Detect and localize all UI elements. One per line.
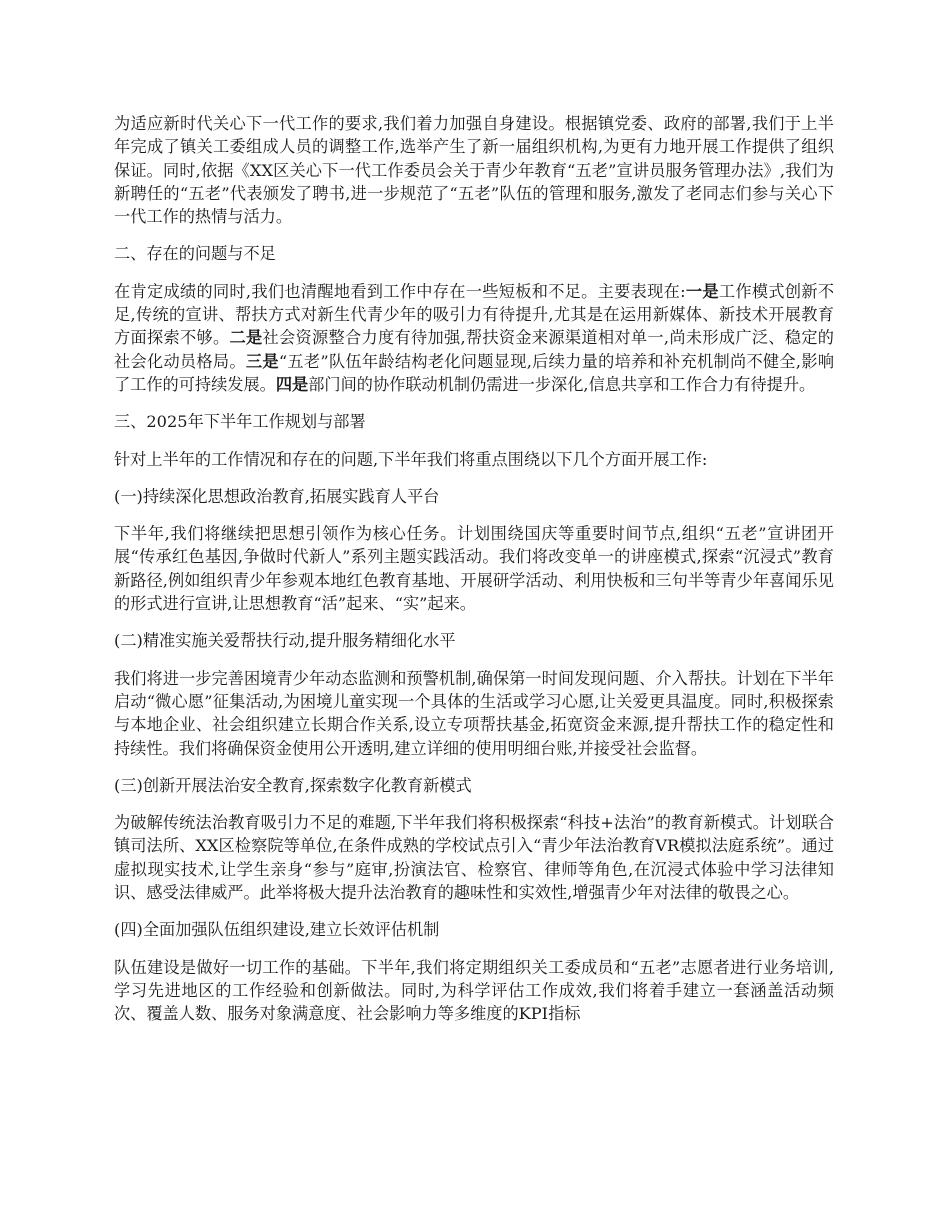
- section-3-intro: 针对上半年的工作情况和存在的问题,下半年我们将重点围绕以下几个方面开展工作:: [114, 449, 708, 469]
- item-4-text: 部门间的协作联动机制仍需进一步深化,信息共享和工作合力有待提升。: [308, 374, 816, 394]
- item-4-marker: 四是: [275, 374, 309, 394]
- subsection-1-body: 下半年,我们将继续把思想引领作为核心任务。计划围绕国庆等重要时间节点,组织“五老”宣讲团开展“传承红色基因,争做时代新人”系列主题实践活动。我们将改变单一的讲座模式,探索“沉浸式”教育新路径,例如组织青少年参观本地红色教育基地、开展研学活动、利用快板和三句半等青少年喜闻乐见的形式进行宣讲,让思想教育“活”起来、“实”起来。: [114, 524, 834, 614]
- subsection-4-title: (四)全面加强队伍组织建设,建立长效评估机制: [114, 920, 440, 940]
- subsection-2-title: (二)精准实施关爱帮扶行动,提升服务精细化水平: [114, 631, 456, 651]
- subsection-4-body: 队伍建设是做好一切工作的基础。下半年,我们将定期组织关工委成员和“五老”志愿者进行业务培训,学习先进地区的工作经验和创新做法。同时,为科学评估工作成效,我们将着手建立一套涵盖活动频次、覆盖人数、服务对象满意度、社会影响力等多维度的KPI指标: [114, 957, 834, 1024]
- section-2-heading: 二、存在的问题与不足: [114, 244, 276, 264]
- intro-paragraph: 为适应新时代关心下一代工作的要求,我们着力加强自身建设。根据镇党委、政府的部署,我们于上半年完成了镇关工委组成人员的调整工作,选举产生了新一届组织机构,为更有力地开展工作提供了组织保证。同时,依据《XX区关心下一代工作委员会关于青少年教育“五老”宣讲员服务管理办法》,我们为新聘任的“五老”代表颁发了聘书,进一步规范了“五老”队伍的管理和服务,激发了老同志们参与关心下一代工作的热情与活力。: [114, 114, 834, 227]
- item-2-text: 社会资源整合力度有待加强,帮扶资金来源渠道相对单一,尚未形成广泛、稳定的社会化动员格局。: [114, 328, 834, 371]
- item-1-marker: 一是: [685, 281, 719, 301]
- section-2-paragraph: [114, 280, 834, 396]
- item-1-text: 工作模式创新不足,传统的宣讲、帮扶方式对新生代青少年的吸引力有待提升,尤其是在运用新媒体、新技术开展教育方面探索不够。: [114, 281, 835, 348]
- subsection-3-body: 为破解传统法治教育吸引力不足的难题,下半年我们将积极探索“科技+法治”的教育新模式。计划联合镇司法所、XX区检察院等单位,在条件成熟的学校试点引入“青少年法治教育VR模拟法庭系统”。通过虚拟现实技术,让学生亲身“参与”庭审,扮演法官、检察官、律师等角色,在沉浸式体验中学习法律知识、感受法律威严。此举将极大提升法治教育的趣味性和实效性,增强青少年对法律的敬畏之心。: [114, 813, 834, 903]
- item-3-text: “五老”队伍年龄结构老化问题显现,后续力量的培养和补充机制尚不健全,影响了工作的可持续发展。: [114, 351, 835, 394]
- subsection-2-body: 我们将进一步完善困境青少年动态监测和预警机制,确保第一时间发现问题、介入帮扶。计划在下半年启动“微心愿”征集活动,为困境儿童实现一个具体的生活或学习心愿,让关爱更具温度。同时,积极探索与本地企业、社会组织建立长期合作关系,设立专项帮扶基金,拓宽资金来源,提升帮扶工作的稳定性和持续性。我们将确保资金使用公开透明,建立详细的使用明细台账,并接受社会监督。: [114, 668, 834, 758]
- item-3-marker: 三是: [245, 351, 279, 371]
- subsection-1-title: (一)持续深化思想政治教育,拓展实践育人平台: [114, 486, 440, 506]
- subsection-3-title: (三)创新开展法治安全教育,探索数字化教育新模式: [114, 775, 472, 795]
- document-body: [114, 112, 834, 1040]
- section-2-lead: 在肯定成绩的同时,我们也清醒地看到工作中存在一些短板和不足。主要表现在:: [114, 281, 686, 301]
- section-3-heading: 三、2025年下半年工作规划与部署: [114, 412, 366, 432]
- item-2-marker: 二是: [229, 328, 263, 348]
